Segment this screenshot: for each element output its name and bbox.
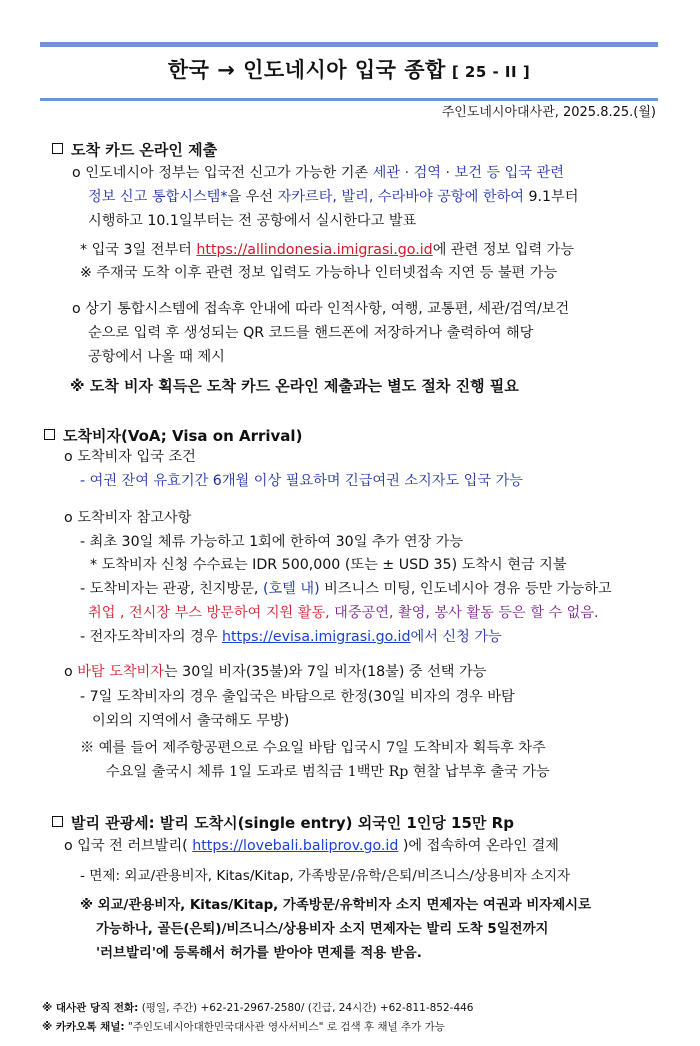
bali-tax-exemption: - 면제: 외교/관용비자, Kitas/Kitap, 가족방문/유학/은퇴/비즈니스/상용비자 소지자 <box>80 868 571 884</box>
voa-condition-head: o 도착비자 입국 조건 <box>64 449 196 465</box>
voa-ref-fee: * 도착비자 신청 수수료는 IDR 500,000 (또는 ± USD 35) 도착시 현금 지불 <box>90 557 567 573</box>
checkbox-bullet-icon <box>52 143 63 154</box>
dateline: 주인도네시아대사관, 2025.8.25.(월) <box>441 105 656 120</box>
s1-bold-note: ※ 도착 비자 획득은 도착 카드 온라인 제출과는 별도 절차 진행 필요 <box>70 377 519 395</box>
s1-note-internet: ※ 주재국 도착 이후 관련 정보 입력도 가능하나 인터넷접속 지연 등 불편 가능 <box>80 265 558 281</box>
title-code: [ 25 - II ] <box>451 63 531 81</box>
allindonesia-link[interactable]: https://allindonesia.imigrasi.go.id <box>196 242 433 258</box>
lovebali-link[interactable]: https://lovebali.baliprov.go.id <box>192 838 399 854</box>
section-arrival-card-title: 도착 카드 온라인 제출 <box>52 139 217 160</box>
voa-ref-evisa: - 전자도착비자의 경우 https://evisa.imigrasi.go.id에서 신청 가능 <box>80 629 502 645</box>
page-title <box>40 54 658 84</box>
s1-paragraph-line1: o 인도네시아 정부는 입국전 신고가 가능한 기존 세관 · 검역 · 보건 등 입국 관련 <box>72 165 565 181</box>
title-top-rule <box>40 42 658 47</box>
batam-voa-head: o 바탐 도착비자는 30일 비자(35불)와 7일 비자(18불) 중 선택 가능 <box>64 664 487 680</box>
voa-ref-prohibited: 취업 , 전시장 부스 방문하여 지원 활동, 대중공연, 촬영, 봉사 활동 등은 할 수 없음. <box>88 605 599 621</box>
bali-tax-note2: 가능하나, 골든(은퇴)/비즈니스/상용비자 소지 면제자는 발리 도착 5일전까지 <box>96 922 549 937</box>
footer-duty-phone: ※ 대사관 당직 전화: (평일, 주간) +62-21-2967-2580/ (긴급, 24시간) +62-811-852-446 <box>42 1002 474 1014</box>
voa-ref-1: - 최초 30일 체류 가능하고 1회에 한하여 30일 추가 연장 가능 <box>80 534 464 550</box>
evisa-link[interactable]: https://evisa.imigrasi.go.id <box>222 629 411 645</box>
batam-voa-example1: ※ 예를 들어 제주항공편으로 수요일 바탐 입국시 7일 도착비자 획득후 차주 <box>80 740 546 756</box>
s1-paragraph-line2: 정보 신고 통합시스템*을 우선 자카르타, 발리, 수라바야 공항에 한하여 9.1부터 <box>88 189 579 205</box>
bali-tax-note1: ※ 외교/관용비자, Kitas/Kitap, 가족방문/유학비자 소지 면제자는 여권과 비자제시로 <box>80 898 592 913</box>
bali-tax-payment: o 입국 전 러브발리( https://lovebali.baliprov.go.id )에 접속하여 온라인 결제 <box>64 838 560 854</box>
voa-reference-head: o 도착비자 참고사항 <box>64 510 192 526</box>
title-text: 한국 → 인도네시아 입국 종합 <box>167 58 446 82</box>
section-voa-title: 도착비자(VoA; Visa on Arrival) <box>44 425 302 446</box>
s1-qr-line2: 순으로 입력 후 생성되는 QR 코드를 핸드폰에 저장하거나 출력하여 해당 <box>88 325 534 341</box>
footer-kakao-channel: ※ 카카오톡 채널: "주인도네시아대한민국대사관 영사서비스" 로 검색 후 채널 추가 가능 <box>42 1021 445 1033</box>
bali-tax-note3: '러브발리'에 등록해서 허가를 받아야 면제를 적용 받음. <box>96 946 422 961</box>
batam-voa-example2: 수요일 출국시 체류 1일 도과로 범칙금 1백만 Rp 현찰 납부후 출국 가능 <box>106 764 550 780</box>
voa-ref-purpose: - 도착비자는 관광, 친지방문, (호텔 내) 비즈니스 미팅, 인도네시아 경유 등만 가능하고 <box>80 581 612 597</box>
s1-qr-line3: 공항에서 나올 때 제시 <box>88 349 225 365</box>
s1-paragraph-line3: 시행하고 10.1일부터는 전 공항에서 실시한다고 발표 <box>88 213 417 229</box>
s1-qr-line1: o 상기 통합시스템에 접속후 안내에 따라 인적사항, 여행, 교통편, 세관/검역/보건 <box>72 301 570 317</box>
section-bali-tax-title: 발리 관광세: 발리 도착시(single entry) 외국인 1인당 15만 Rp <box>52 812 514 833</box>
s1-note-link-line: * 입국 3일 전부터 https://allindonesia.imigrasi.go.id에 관련 정보 입력 가능 <box>80 242 575 258</box>
checkbox-bullet-icon <box>52 816 63 827</box>
voa-condition-item: - 여권 잔여 유효기간 6개월 이상 필요하며 긴급여권 소지자도 입국 가능 <box>80 473 523 489</box>
batam-voa-line2: 이외의 지역에서 출국해도 무방) <box>92 713 290 729</box>
checkbox-bullet-icon <box>44 429 55 440</box>
batam-voa-line1: - 7일 도착비자의 경우 출입국은 바탐으로 한정(30일 비자의 경우 바탐 <box>80 689 515 705</box>
